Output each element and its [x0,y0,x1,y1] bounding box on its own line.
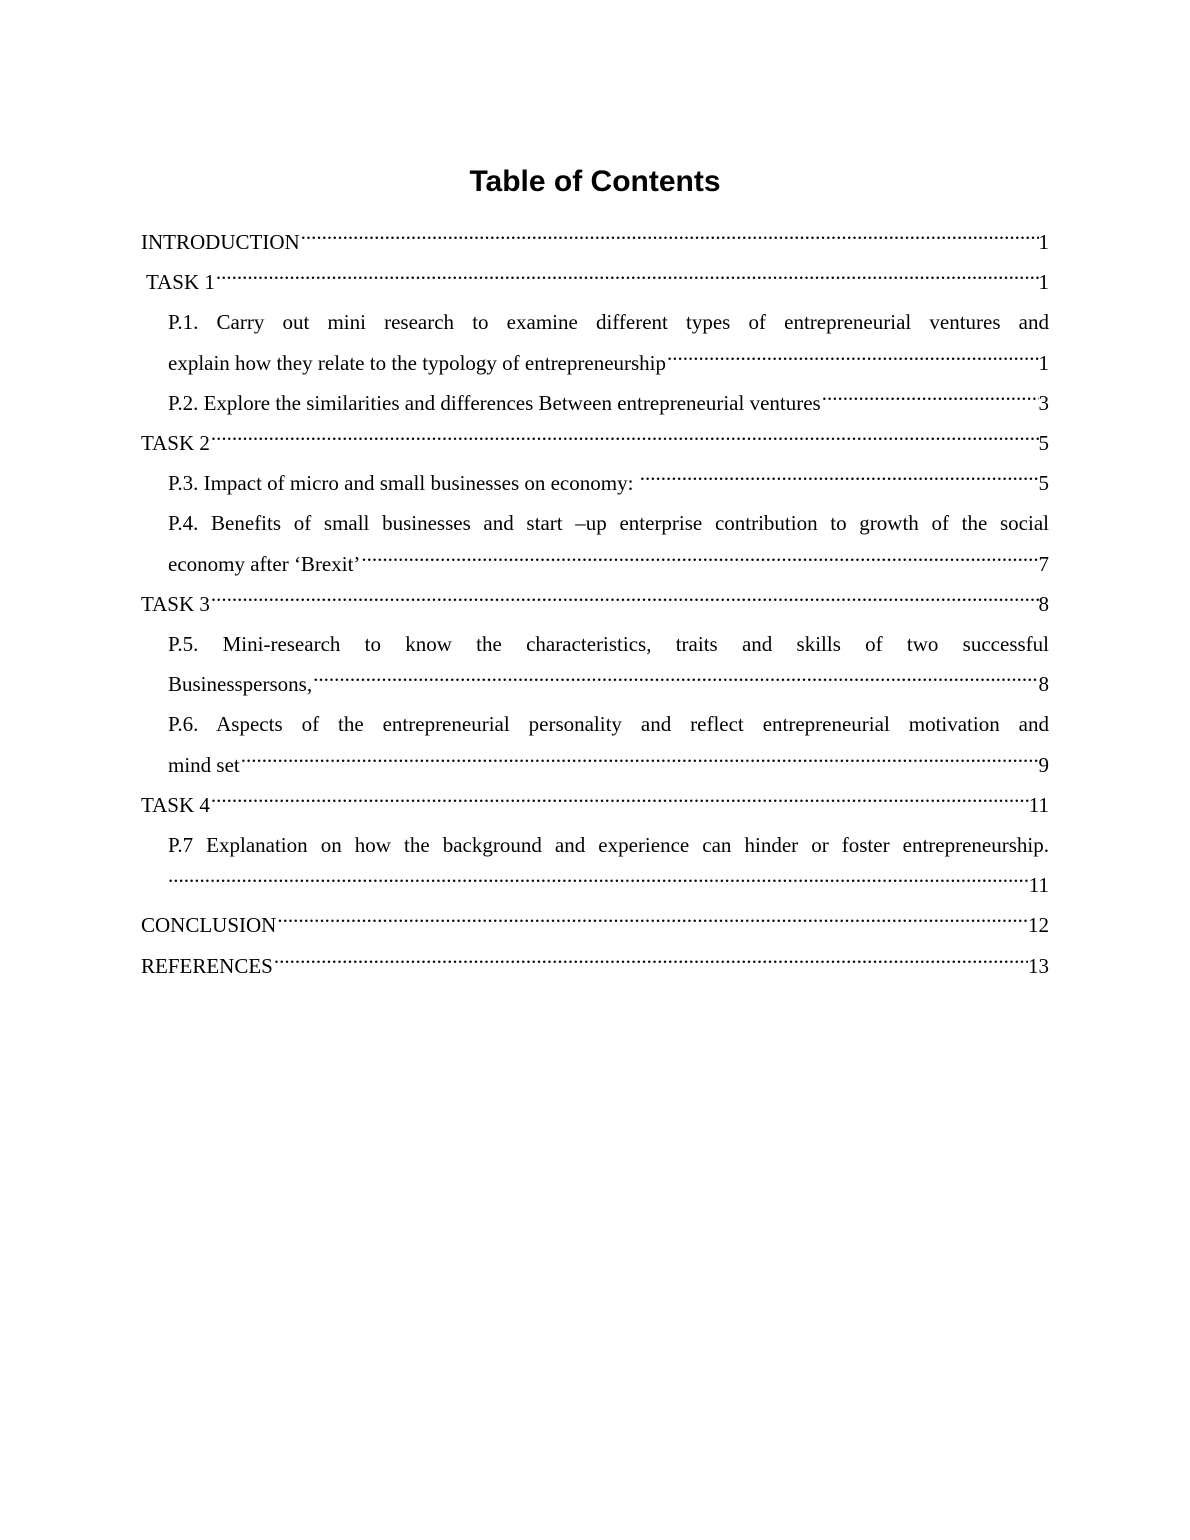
toc-entry-title-line-1: P.1. Carry out mini research to examine different types of entrepreneurial ventures and [168,310,1049,335]
toc-entry-title-line-2: economy after ‘Brexit’ [168,551,361,576]
toc-list [141,222,1049,986]
toc-entry-title: P.2. Explore the similarities and differences Between entrepreneurial ventures [168,390,821,415]
toc-entry-p2[interactable] [141,383,1049,423]
toc-entry-title: TASK 1 [146,270,215,295]
toc-dot-leader [301,228,1039,249]
toc-entry-title: TASK 4 [141,792,210,817]
toc-dot-leader [667,349,1038,370]
toc-entry-task-3[interactable] [141,584,1049,624]
toc-page-number: 1 [1038,350,1049,375]
toc-dot-leader [361,550,1038,571]
toc-entry-conclusion[interactable] [141,905,1049,945]
toc-entry-title-line-1: P.6. Aspects of the entrepreneurial personality and reflect entrepreneurial motivation and [168,712,1049,737]
toc-entry-p6[interactable] [141,704,1049,784]
toc-page-number: 1 [1038,270,1049,295]
toc-entry-task-4[interactable] [141,785,1049,825]
toc-page-number: 11 [1028,873,1049,898]
toc-dot-leader [211,590,1039,611]
toc-page-number: 5 [1038,471,1049,496]
toc-page-number: 8 [1038,672,1049,697]
toc-dot-leader [274,952,1028,973]
toc-page-number: 11 [1028,792,1049,817]
toc-page-number: 8 [1038,591,1049,616]
toc-entry-title-line-1: P.4. Benefits of small businesses and start –up enterprise contribution to growth of the social [168,511,1049,536]
document-page [141,150,1049,986]
toc-dot-leader [211,429,1039,450]
toc-dot-leader [168,871,1029,892]
toc-entry-references[interactable] [141,946,1049,986]
toc-entry-title-line-1: P.7 Explanation on how the background and experience can hinder or foster entrepreneurship. [168,833,1049,858]
toc-entry-title-line-1: P.5. Mini-research to know the characteristics, traits and skills of two successful [168,632,1049,657]
toc-entry-introduction[interactable] [141,222,1049,262]
toc-heading: Table of Contents [469,165,721,198]
toc-dot-leader [822,389,1039,410]
toc-entry-title: P.3. Impact of micro and small businesses on economy: [168,471,639,496]
toc-page-number: 12 [1028,913,1049,938]
toc-entry-title: TASK 2 [141,431,210,456]
toc-entry-p1[interactable] [141,302,1049,382]
toc-dot-leader [313,670,1038,691]
toc-page-number: 1 [1038,230,1049,254]
toc-entry-title-line-2: explain how they relate to the typology of entrepreneurship [168,350,667,375]
toc-entry-task-2[interactable] [141,423,1049,463]
toc-entry-title: CONCLUSION [141,913,277,938]
toc-dot-leader [241,751,1039,772]
toc-entry-title-line-2: mind set [168,752,240,777]
toc-dot-leader [211,791,1029,812]
toc-dot-leader [277,911,1028,932]
toc-page-number: 3 [1038,390,1049,415]
toc-entry-p7[interactable] [141,825,1049,905]
toc-entry-task-1[interactable] [141,262,1049,302]
toc-entry-p5[interactable] [141,624,1049,704]
toc-entry-title: REFERENCES [141,953,273,978]
toc-entry-title: TASK 3 [141,591,210,616]
toc-page-number: 9 [1038,752,1049,777]
toc-entry-title: INTRODUCTION [141,230,300,254]
toc-entry-title-line-2: Businesspersons, [168,672,313,697]
toc-page-number: 7 [1038,551,1049,576]
toc-entry-p3[interactable] [141,463,1049,503]
toc-entry-p4[interactable] [141,503,1049,583]
toc-page-number: 13 [1028,953,1049,978]
toc-page-number: 5 [1038,431,1049,456]
toc-dot-leader [216,268,1039,289]
toc-dot-leader [640,469,1039,490]
